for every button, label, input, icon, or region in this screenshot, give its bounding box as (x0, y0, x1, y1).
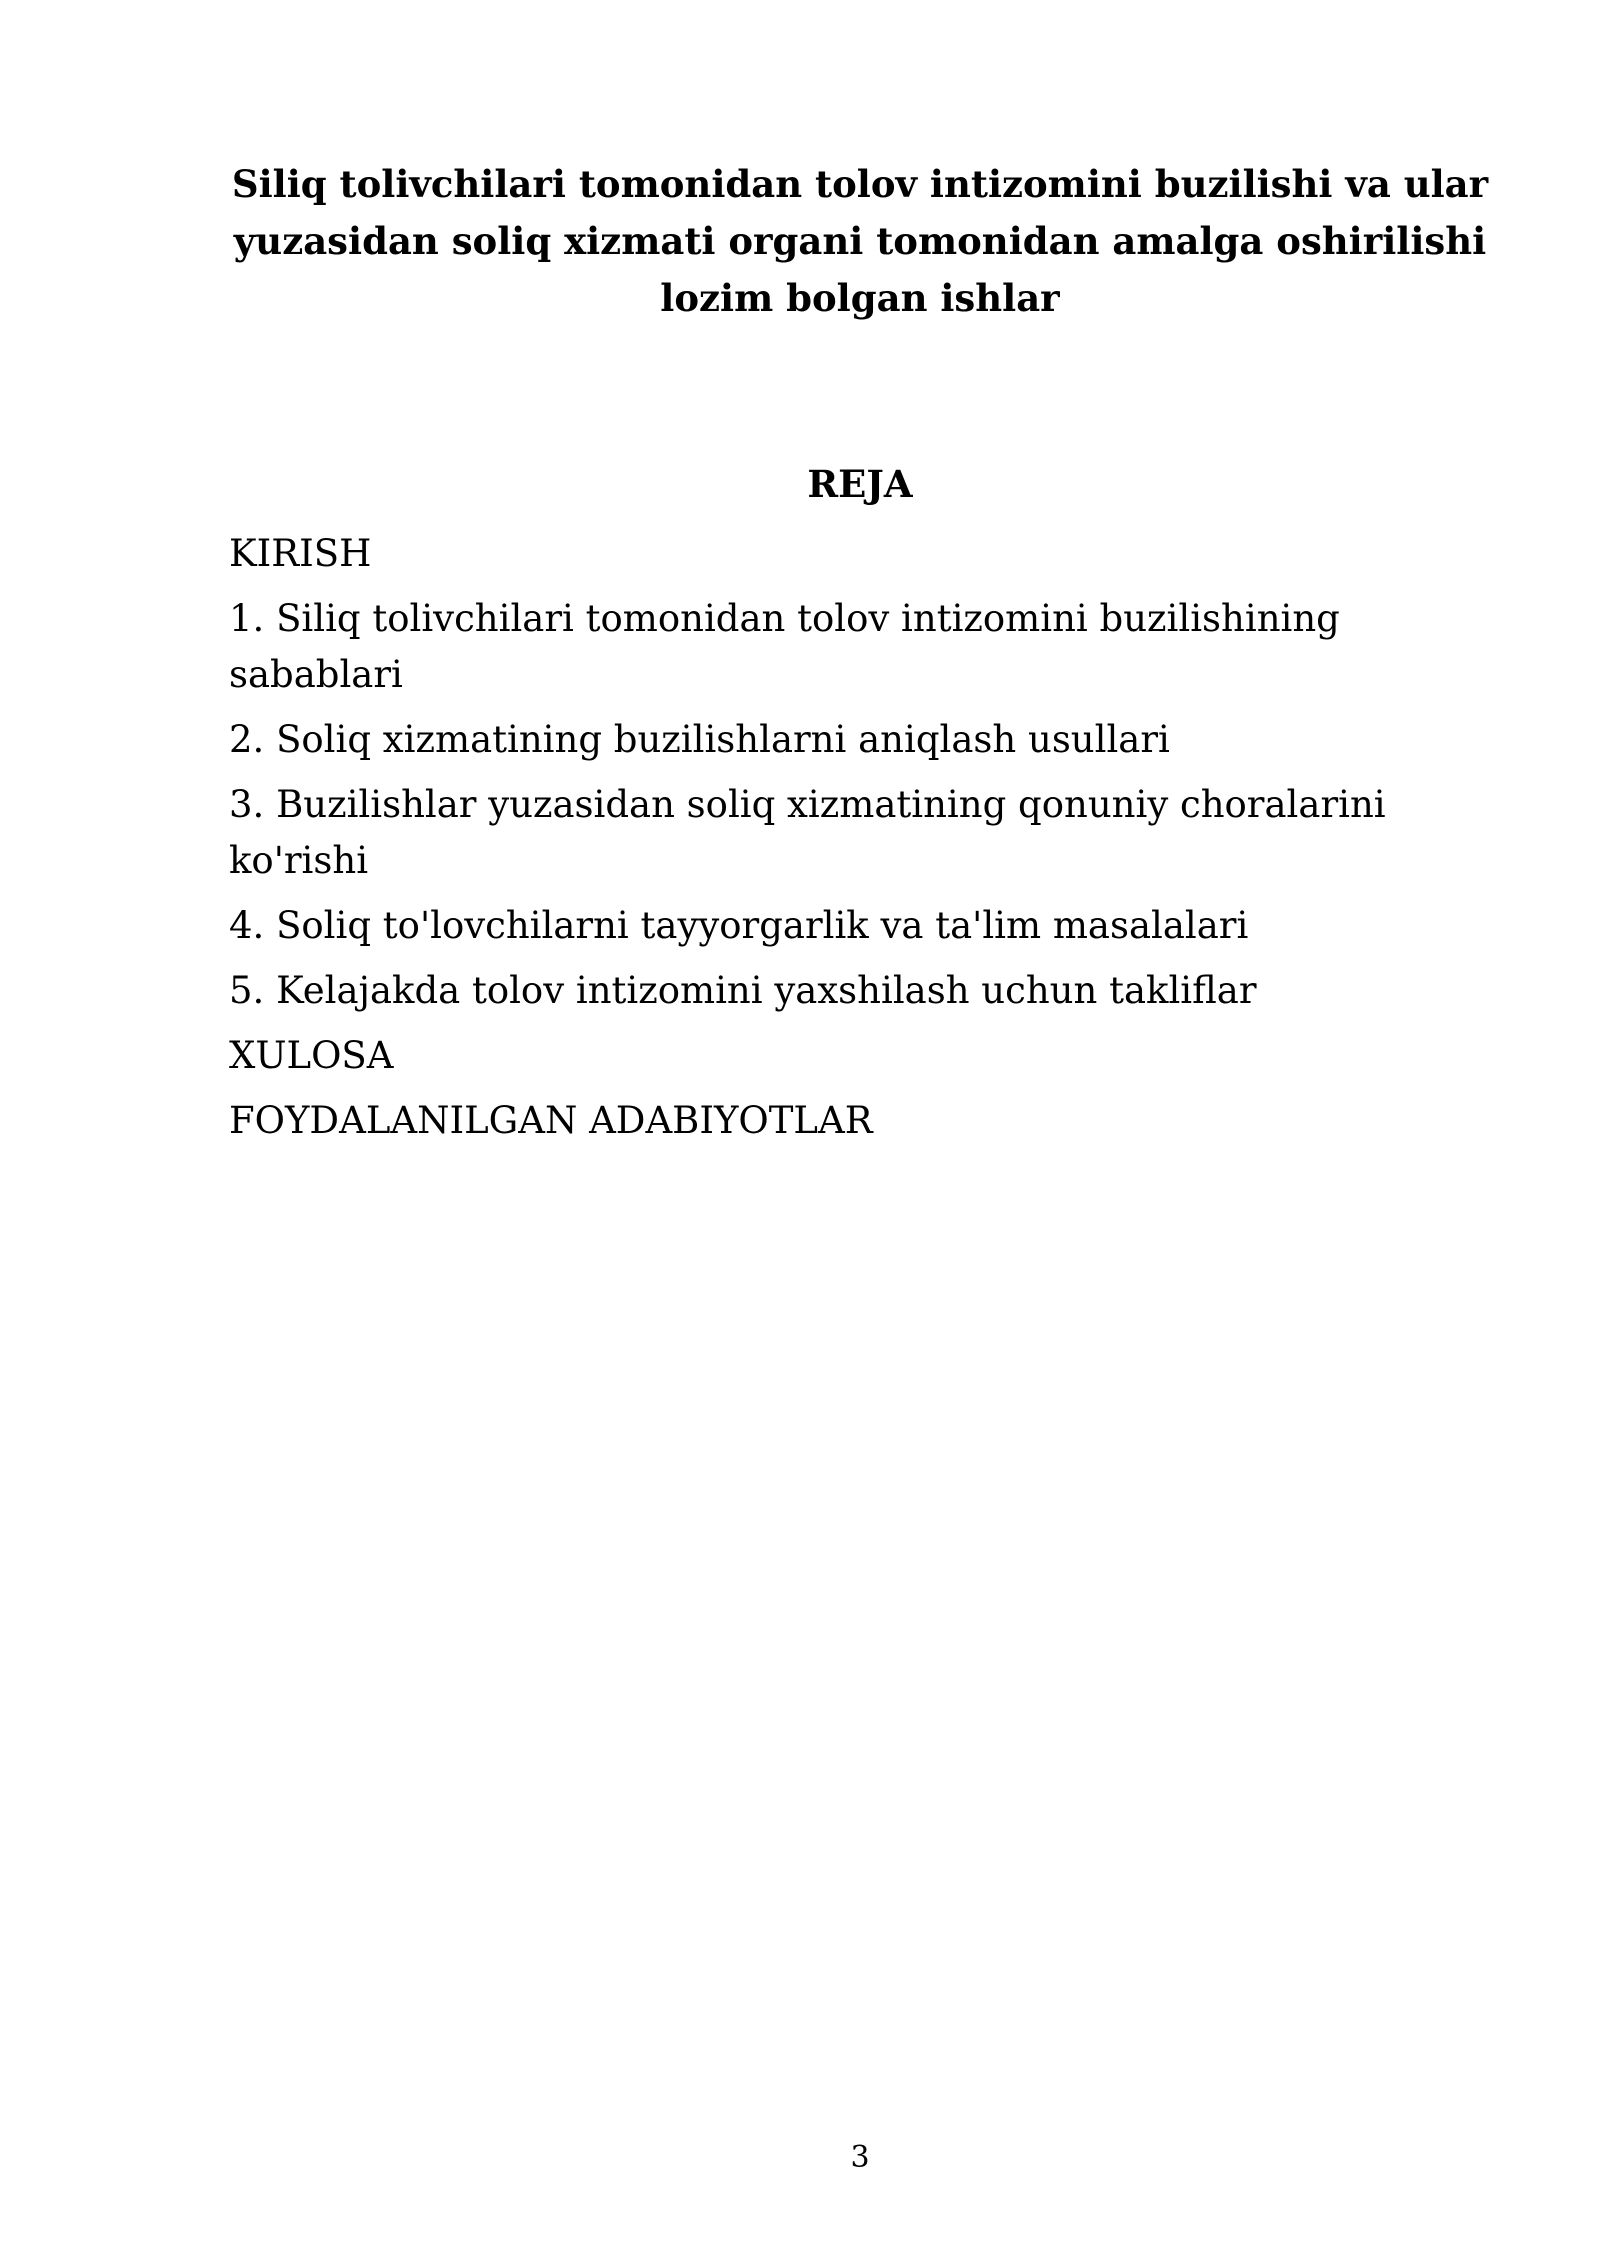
plan-item-5: 5. Kelajakda tolov intizomini yaxshilash uchun takliflar (229, 969, 1257, 1012)
document-title: Siliq tolivchilari tomonidan tolov intizomini buzilishi va ular yuzasidan soliq xizmati organi tomonidan amalga oshirilishi lozim bolgan ishlar (231, 162, 1489, 320)
plan-item-2: 2. Soliq xizmatining buzilishlarni aniqlash usullari (229, 718, 1170, 761)
page-number: 3 (850, 2140, 870, 2175)
plan-item-references: FOYDALANILGAN ADABIYOTLAR (229, 1099, 873, 1142)
plan-list (229, 526, 1469, 1158)
plan-item-1: 1. Siliq tolivchilari tomonidan tolov intizomini buzilishining sabablari (229, 597, 1340, 696)
plan-item-conclusion: XULOSA (229, 1034, 394, 1077)
plan-heading: REJA (807, 462, 913, 506)
plan-item-introduction: KIRISH (229, 532, 372, 575)
plan-item-4: 4. Soliq to'lovchilarni tayyorgarlik va ta'lim masalalari (229, 904, 1249, 947)
plan-item-3: 3. Buzilishlar yuzasidan soliq xizmatining qonuniy choralarini ko'rishi (229, 783, 1386, 882)
